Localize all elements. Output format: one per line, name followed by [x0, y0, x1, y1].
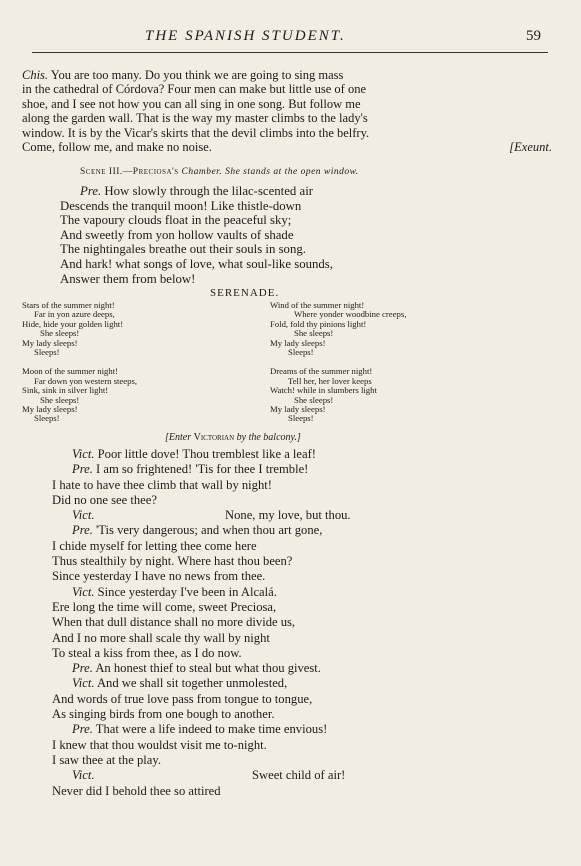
dialogue-block [52, 447, 552, 799]
dialogue-line: To steal a kiss from thee, as I do now. [52, 645, 242, 660]
speaker-name: Vict. [72, 584, 95, 599]
dialogue-line: And I no more shall scale thy wall by night [52, 630, 270, 645]
prose-line: in the cathedral of Córdova? Four men can make but little use of one [22, 82, 366, 97]
dialogue-line: Thus stealthily by night. Where hast thou been? [52, 554, 293, 569]
page-header [0, 28, 581, 48]
stanza: Wind of the summer night! Where yonder woodbine creeps, Fold, fold thy pinions light! She sleeps! My lady sleeps! Sleeps! [270, 300, 407, 358]
dialogue-line: Pre. I am so frightened! 'Tis for thee I tremble! [72, 462, 309, 477]
prose-line: along the garden wall. That is the way my master climbs to the lady's [22, 111, 368, 126]
dialogue-line: As singing birds from one bough to another. [52, 707, 275, 722]
serenade-title: SERENADE. [210, 287, 280, 299]
dialogue-line: I saw thee at the play. [52, 752, 161, 767]
dialogue-line: I hate to have thee climb that wall by night! [52, 477, 272, 492]
verse-line: Answer them from below! [60, 271, 196, 286]
verse-line: The nightingales breathe out their souls in song. [60, 242, 306, 257]
verse-line: And sweetly from yon hollow vaults of shade [60, 227, 294, 242]
speaker-name: Pre. [72, 661, 93, 676]
dialogue-line: Vict. Sweet child of air! [52, 768, 552, 783]
prose-line: Chis. You are too many. Do you think we are going to sing mass [22, 68, 344, 82]
dialogue-line: Did no one see thee? [52, 492, 157, 507]
speaker-name: Vict. [72, 447, 95, 461]
serenade-left-column [22, 301, 252, 434]
verse-line: The vapoury clouds float in the peaceful sky; [60, 213, 292, 228]
dialogue-line: Vict. Since yesterday I've been in Alcalá. [72, 584, 277, 599]
dialogue-line: Pre. An honest thief to steal but what thou givest. [72, 661, 321, 676]
stanza: Stars of the summer night! Far in yon azure deeps, Hide, hide your golden light! She sleeps! My lady sleeps! Sleeps! [22, 300, 124, 358]
scene-heading: Scene III.—Preciosa's Chamber. She stands at the open window. [80, 167, 359, 177]
speaker-name: Vict. [72, 768, 95, 783]
dialogue-line: When that dull distance shall no more divide us, [52, 615, 296, 630]
speaker-name: Pre. [72, 462, 93, 477]
verse-line: And hark! what songs of love, what soul-like sounds, [60, 256, 333, 271]
dialogue-line: Pre. That were a life indeed to make time envious! [72, 722, 328, 737]
speaker-name: Pre. [72, 722, 93, 737]
prose-line: shoe, and I see not how you can all sing in one song. But follow me [22, 96, 361, 111]
stanza: Dreams of the summer night! Tell her, her lover keeps Watch! while in slumbers light She sleeps! My lady sleeps! Sleeps! [270, 366, 377, 424]
dialogue-line: I knew that thou wouldst visit me to-night. [52, 737, 267, 752]
prose-line: Come, follow me, and make no noise. [Exeunt. [22, 140, 552, 155]
verse-intro [60, 184, 540, 286]
dialogue-line: Never did I behold thee so attired [52, 783, 221, 798]
verse-line: Descends the tranquil moon! Like thistle-down [60, 198, 302, 213]
speaker-name: Pre. [72, 523, 93, 538]
speaker-name: Vict. [72, 508, 95, 523]
dialogue-line: I chide myself for letting thee come here [52, 538, 257, 553]
running-title: THE SPANISH STUDENT. [145, 28, 346, 44]
dialogue-line: Vict. And we shall sit together unmolested, [72, 676, 288, 691]
dialogue-line: Pre. 'Tis very dangerous; and when thou art gone, [72, 523, 323, 538]
speaker-name: Vict. [72, 676, 95, 691]
header-rule [32, 52, 548, 53]
page-number: 59 [526, 28, 541, 44]
stanza: Moon of the summer night! Far down yon western steeps, Sink, sink in silver light! She sleeps! My lady sleeps! Sleeps! [22, 366, 138, 424]
dialogue-line: And words of true love pass from tongue to tongue, [52, 691, 313, 706]
dialogue-line: Ere long the time will come, sweet Preciosa, [52, 599, 277, 614]
prose-paragraph [22, 68, 552, 154]
serenade-right-column [270, 301, 500, 434]
dialogue-line: Vict. Poor little dove! Thou tremblest like a leaf! [72, 447, 316, 461]
stage-direction: [Enter Victorian by the balcony.] [165, 432, 301, 443]
speaker-name: Chis. [22, 68, 49, 82]
exeunt-direction: [Exeunt. [509, 140, 552, 155]
dialogue-line: Since yesterday I have no news from thee. [52, 569, 266, 584]
prose-line: window. It is by the Vicar's skirts that the devil climbs into the belfry. [22, 125, 370, 140]
dialogue-line: Vict. None, my love, but thou. [52, 508, 552, 523]
verse-line: Pre. How slowly through the lilac-scented air [80, 184, 314, 198]
